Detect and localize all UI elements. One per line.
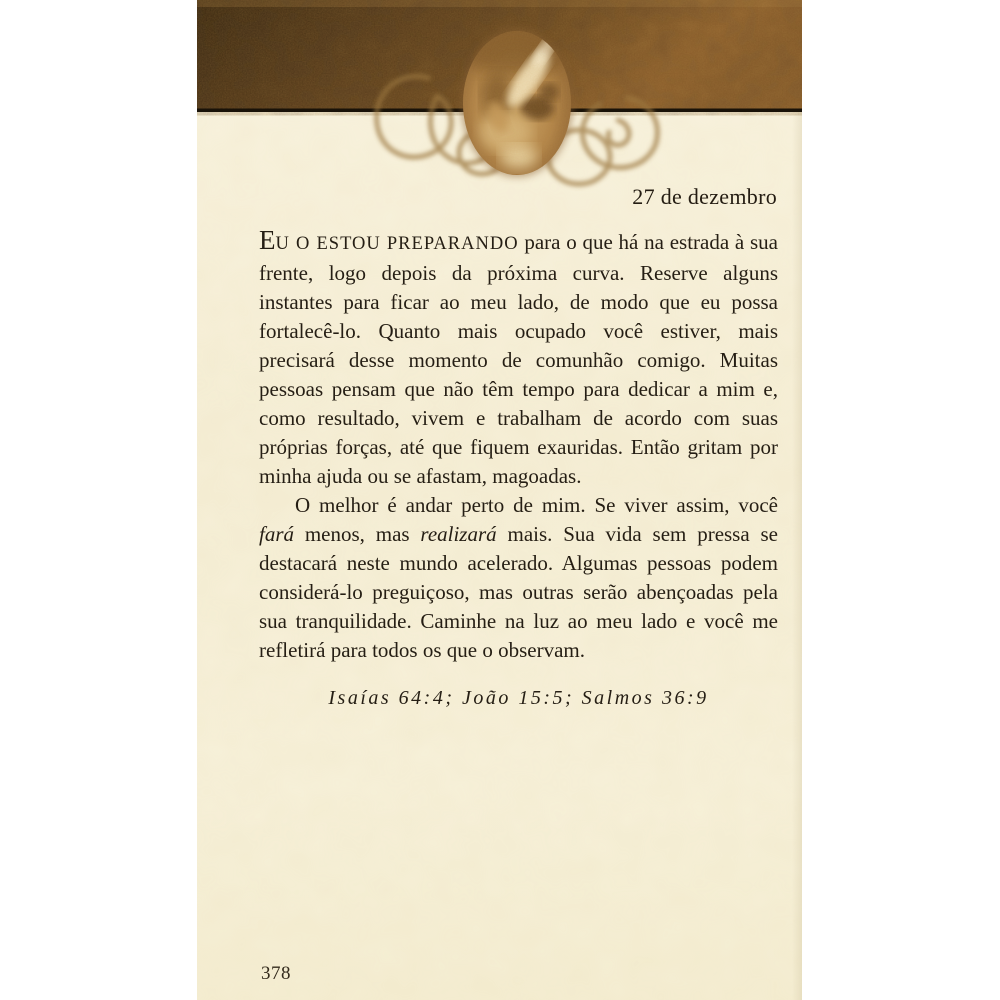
paragraph-text: mais. Sua vida sem pressa se destacará neste mundo acelerado. Algumas pessoas podem considerá-lo preguiçoso, mas outras serão abençoadas pela sua tranquilidade. Caminhe na luz ao meu lado e você me refletirá para todos os que o observam. [259, 522, 779, 662]
header-band [197, 0, 802, 112]
scripture-reference: Isaías 64:4; João 15:5; Salmos 36:9 [328, 687, 709, 709]
paragraph-text: U O ESTOU PREPARANDO [275, 234, 519, 254]
emphasized-text: fará [259, 522, 295, 546]
paragraph-text: menos, mas [294, 522, 421, 546]
body-paragraph [259, 226, 778, 491]
paragraph-text: para o que há na estrada à sua frente, logo depois da próxima curva. Reserve alguns instantes para ficar ao meu lado, de modo que eu possa fortalecê-lo. Quanto mais ocupado você estiver, mais precisará desse momento de comunhão comigo. Muitas pessoas pensam que não têm tempo para dedicar a mim e, como resultado, vivem e trabalham de acordo com suas próprias forças, até que fiquem exauridas. Então gritam por minha ajuda ou se afastam, magoadas. [259, 230, 779, 488]
praying-hands-vignette-image [457, 15, 577, 177]
page-number: 378 [261, 963, 291, 984]
flourish-ornament [377, 76, 658, 184]
body-paragraph [259, 491, 778, 665]
date-heading: 27 de dezembro [632, 184, 777, 209]
paragraph-text: E [259, 225, 276, 255]
devotional-text [259, 226, 778, 665]
book-page [197, 0, 802, 1000]
band-divider-line [197, 109, 802, 113]
emphasized-text: realizará [420, 522, 497, 546]
paragraph-text: O melhor é andar perto de mim. Se viver assim, você [295, 493, 778, 517]
